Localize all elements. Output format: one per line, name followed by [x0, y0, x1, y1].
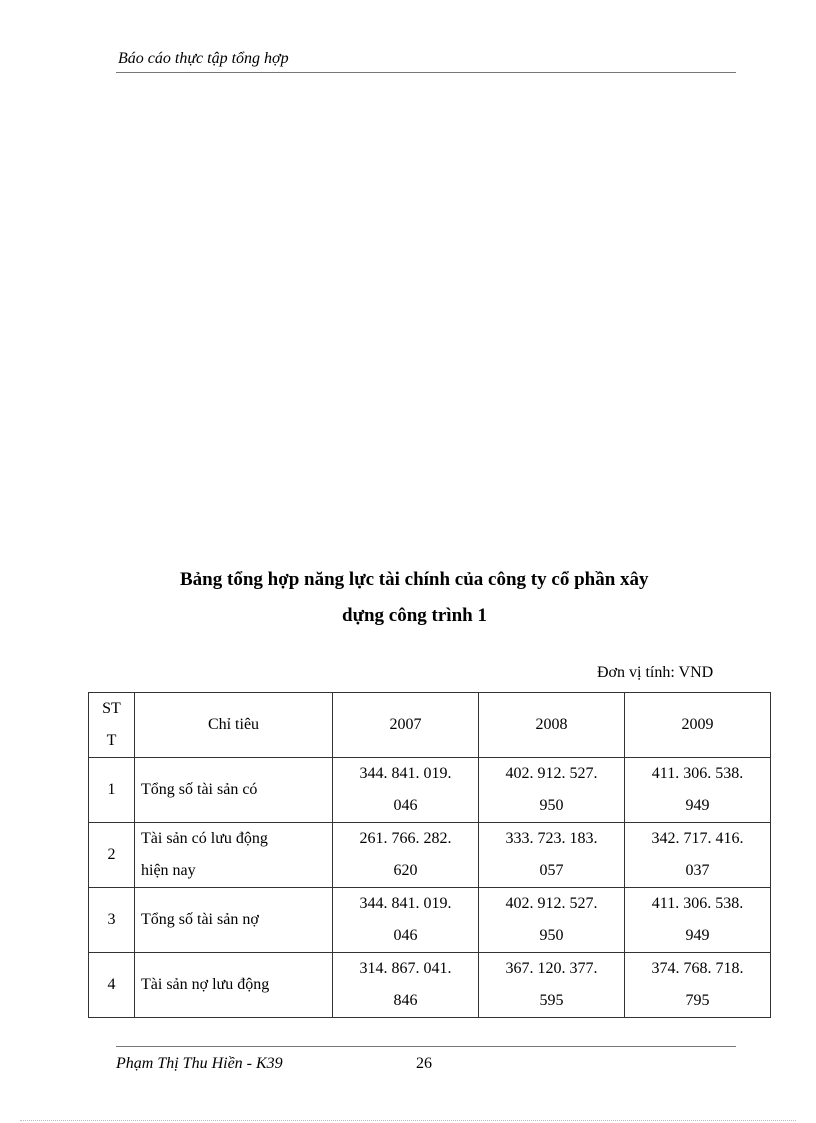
- table-row: [89, 758, 771, 823]
- row-value-2009: 374. 768. 718. 795: [625, 953, 771, 1018]
- table-title-line2: dựng công trình 1: [342, 605, 487, 626]
- financial-table: [88, 692, 771, 1018]
- page-header: Báo cáo thực tập tổng hợp: [118, 50, 289, 67]
- row-value-2009: 411. 306. 538. 949: [625, 888, 771, 953]
- unit-label: Đơn vị tính: VND: [597, 664, 714, 681]
- table-row: [89, 888, 771, 953]
- row-name: Tài sản có lưu động hiện nay: [135, 823, 333, 888]
- header-name: Chỉ tiêu: [135, 693, 333, 758]
- row-value-2007: 344. 841. 019. 046: [333, 888, 479, 953]
- header-2008: 2008: [479, 693, 625, 758]
- table-title: [180, 562, 740, 634]
- row-value-2007: 261. 766. 282. 620: [333, 823, 479, 888]
- row-value-2008: 402. 912. 527. 950: [479, 888, 625, 953]
- row-name: Tài sản nợ lưu động: [135, 953, 333, 1018]
- row-value-2008: 333. 723. 183. 057: [479, 823, 625, 888]
- header-2009: 2009: [625, 693, 771, 758]
- row-name: Tổng số tài sản nợ: [135, 888, 333, 953]
- footer-divider: [116, 1046, 736, 1047]
- page-number: 26: [416, 1055, 432, 1072]
- page-bottom-border: [20, 1120, 796, 1121]
- row-value-2008: 402. 912. 527. 950: [479, 758, 625, 823]
- header-stt: ST T: [89, 693, 135, 758]
- row-value-2007: 314. 867. 041. 846: [333, 953, 479, 1018]
- table-header-row: [89, 693, 771, 758]
- row-stt: 2: [89, 823, 135, 888]
- row-stt: 1: [89, 758, 135, 823]
- header-divider: [116, 72, 736, 73]
- row-value-2009: 342. 717. 416. 037: [625, 823, 771, 888]
- table-title-line1: Bảng tổng hợp năng lực tài chính của công ty cổ phần xây: [180, 569, 649, 590]
- table-row: [89, 823, 771, 888]
- row-stt: 3: [89, 888, 135, 953]
- header-2007: 2007: [333, 693, 479, 758]
- row-stt: 4: [89, 953, 135, 1018]
- row-value-2009: 411. 306. 538. 949: [625, 758, 771, 823]
- row-value-2008: 367. 120. 377. 595: [479, 953, 625, 1018]
- footer-author: Phạm Thị Thu Hiền - K39: [116, 1055, 283, 1072]
- row-name: Tổng số tài sản có: [135, 758, 333, 823]
- table-row: [89, 953, 771, 1018]
- row-value-2007: 344. 841. 019. 046: [333, 758, 479, 823]
